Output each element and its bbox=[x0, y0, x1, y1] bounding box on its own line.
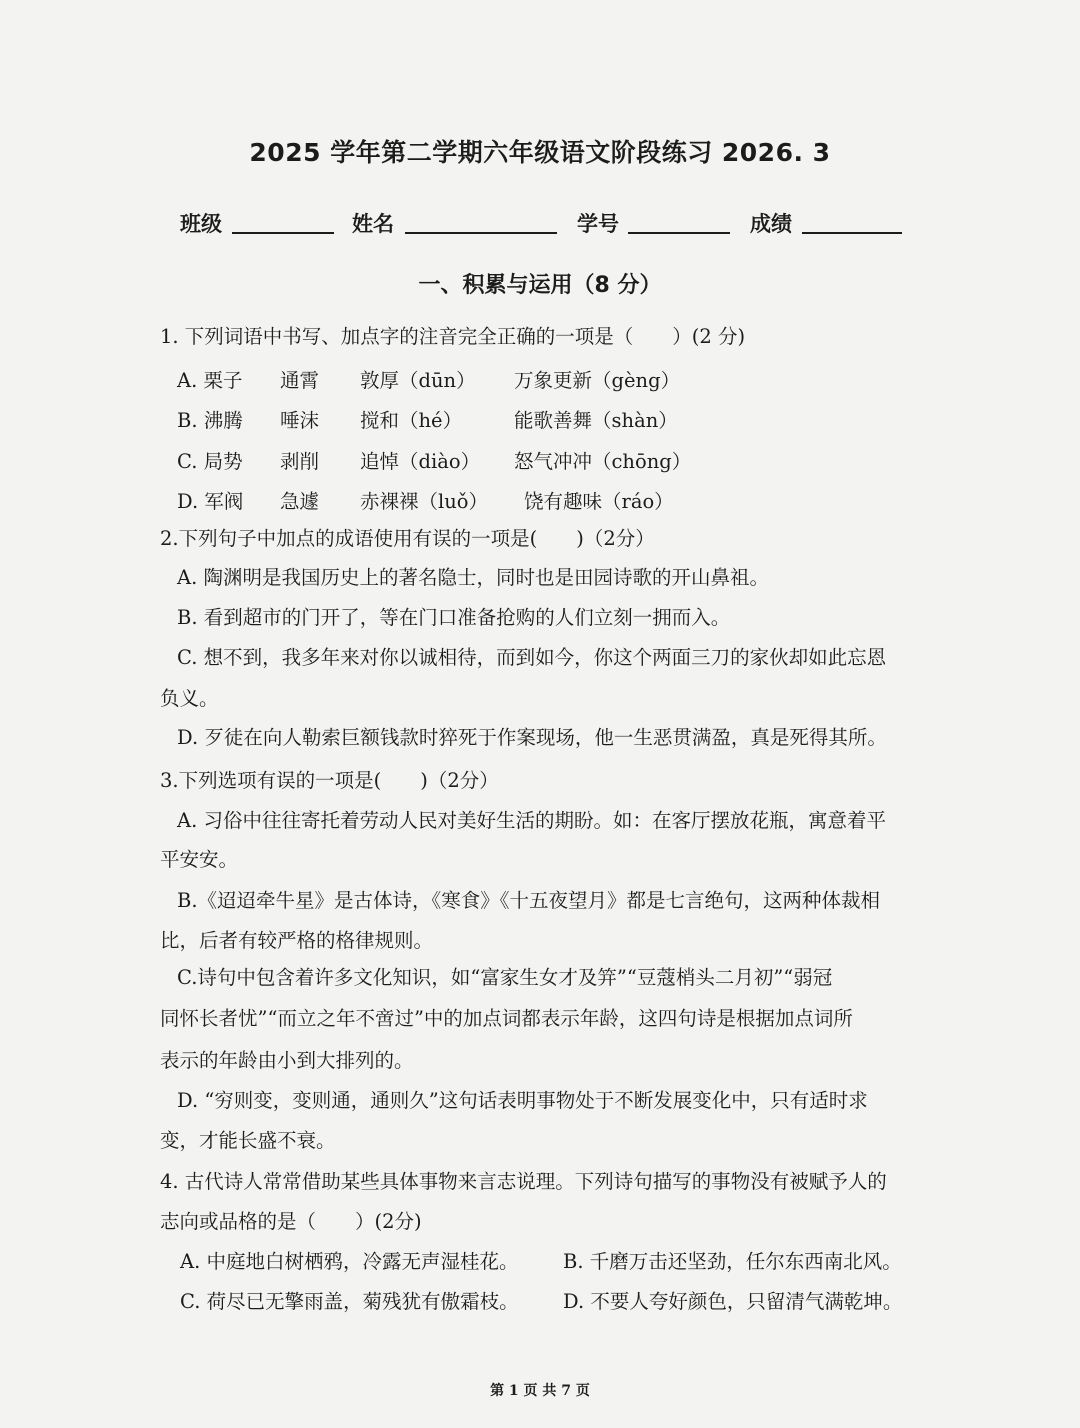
q1-option-c-word1: C. 局势 bbox=[177, 450, 243, 473]
q1-option-d-word2: 急遽 bbox=[280, 490, 320, 513]
q3-option-c-line2: 同怀长者忧”“而立之年不啻过”中的加点词都表示年龄，这四句诗是根据加点词所 bbox=[160, 1007, 853, 1030]
q1-stem: 1. 下列词语中书写、加点字的注音完全正确的一项是（ ）(2 分) bbox=[160, 325, 746, 348]
q3-option-c-line1: C.诗句中包含着许多文化知识，如“富家生女才及笄”“豆蔻梢头二月初”“弱冠 bbox=[177, 966, 833, 989]
q2-option-a: A. 陶渊明是我国历史上的著名隐士，同时也是田园诗歌的开山鼻祖。 bbox=[177, 566, 769, 589]
q1-option-d-word4: 饶有趣味（ráo） bbox=[524, 490, 674, 513]
score-label: 成绩 bbox=[750, 212, 792, 236]
q4-option-d: D. 不要人夸好颜色，只留清气满乾坤。 bbox=[563, 1290, 903, 1313]
student-id-blank bbox=[628, 210, 730, 234]
q1-option-c-word3: 追悼（diào） bbox=[360, 450, 481, 473]
q3-option-b-line2: 比，后者有较严格的格律规则。 bbox=[160, 929, 434, 952]
class-blank bbox=[232, 210, 334, 234]
q2-option-c-line1: C. 想不到，我多年来对你以诚相待，而到如今，你这个两面三刀的家伙却如此忘恩 bbox=[177, 646, 887, 669]
name-blank bbox=[405, 210, 557, 234]
q3-option-b-line1: B.《迢迢牵牛星》是古体诗，《寒食》《十五夜望月》都是七言绝句，这两种体裁相 bbox=[177, 889, 881, 912]
q1-option-c-word2: 剥削 bbox=[280, 450, 320, 473]
q1-option-b-word4: 能歌善舞（shàn） bbox=[514, 409, 678, 432]
q3-option-a-line1: A. 习俗中往往寄托着劳动人民对美好生活的期盼。如：在客厅摆放花瓶，寓意着平 bbox=[177, 809, 886, 832]
q1-option-b-word2: 唾沫 bbox=[280, 409, 320, 432]
q4-stem-line2: 志向或品格的是（ ）(2分) bbox=[160, 1210, 422, 1233]
q1-option-a-word1: A. 栗子 bbox=[177, 369, 243, 392]
q3-option-a-line2: 平安安。 bbox=[160, 848, 239, 871]
q1-option-b-word1: B. 沸腾 bbox=[177, 409, 243, 432]
q2-option-d: D. 歹徒在向人勒索巨额钱款时猝死于作案现场，他一生恶贯满盈，真是死得其所。 bbox=[177, 726, 887, 749]
page-title: 2025 学年第二学期六年级语文阶段练习 2026. 3 bbox=[249, 138, 831, 167]
q3-option-d-line2: 变，才能长盛不衰。 bbox=[160, 1129, 336, 1152]
q3-option-d-line1: D. “穷则变，变则通，通则久”这句话表明事物处于不断发展变化中，只有适时求 bbox=[177, 1089, 868, 1112]
q1-option-a-word2: 通霄 bbox=[280, 369, 320, 392]
q1-option-a-word4: 万象更新（gèng） bbox=[514, 369, 681, 392]
q1-option-d-word1: D. 军阀 bbox=[177, 490, 244, 513]
q1-option-d-word3: 赤裸裸（luǒ） bbox=[360, 490, 489, 513]
q1-option-a-word3: 敦厚（dūn） bbox=[360, 369, 476, 392]
q2-option-c-line2: 负义。 bbox=[160, 687, 219, 710]
q2-option-b: B. 看到超市的门开了，等在门口准备抢购的人们立刻一拥而入。 bbox=[177, 606, 731, 629]
section-title: 一、积累与运用（8 分） bbox=[418, 273, 662, 298]
class-label: 班级 bbox=[180, 212, 222, 236]
q2-stem: 2.下列句子中加点的成语使用有误的一项是( )（2分） bbox=[160, 527, 655, 550]
q4-option-a: A. 中庭地白树栖鸦，冷露无声湿桂花。 bbox=[180, 1250, 519, 1273]
q4-stem-line1: 4. 古代诗人常常借助某些具体事物来言志说理。下列诗句描写的事物没有被赋予人的 bbox=[160, 1170, 887, 1193]
name-label: 姓名 bbox=[352, 212, 394, 236]
score-blank bbox=[802, 210, 902, 234]
student-id-label: 学号 bbox=[577, 212, 619, 236]
q3-stem: 3.下列选项有误的一项是( )（2分） bbox=[160, 769, 499, 792]
q4-option-c: C. 荷尽已无擎雨盖，菊残犹有傲霜枝。 bbox=[180, 1290, 519, 1313]
q3-option-c-line3: 表示的年龄由小到大排列的。 bbox=[160, 1049, 414, 1072]
q1-option-c-word4: 怒气冲冲（chōng） bbox=[514, 450, 692, 473]
page-footer: 第 1 页 共 7 页 bbox=[490, 1383, 590, 1399]
q4-option-b: B. 千磨万击还坚劲，任尔东西南北风。 bbox=[563, 1250, 902, 1273]
q1-option-b-word3: 搅和（hé） bbox=[360, 409, 463, 432]
